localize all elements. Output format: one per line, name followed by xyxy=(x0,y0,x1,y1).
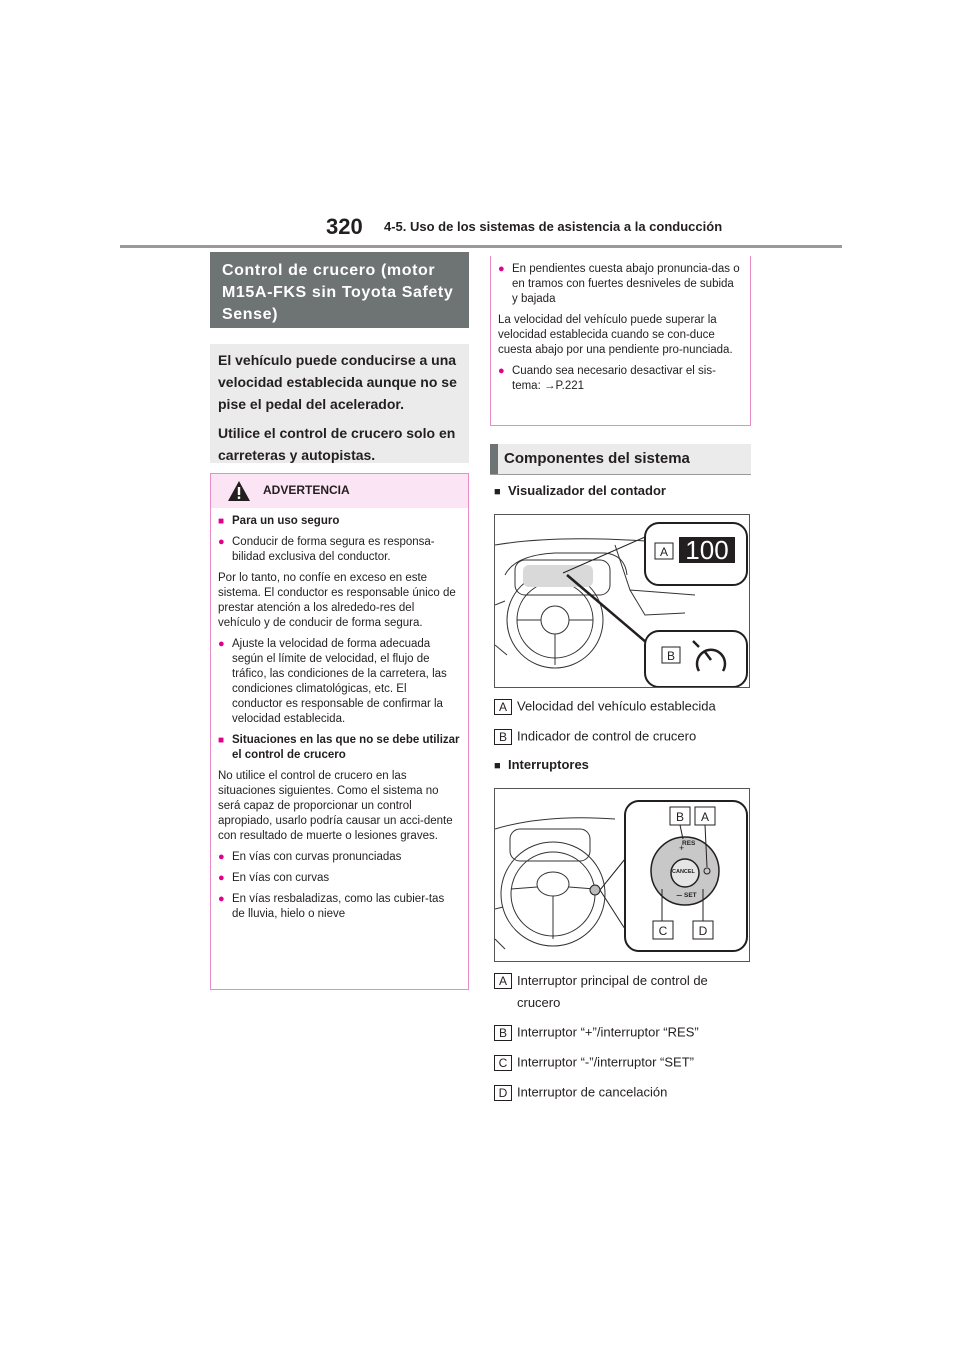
warning-text: Por lo tanto, no confíe en exceso en este sistema. El conductor es responsable único de prestar atención a los alrededo-res del vehículo y de conducir de forma segura. xyxy=(218,572,456,629)
legend-tag: B xyxy=(494,729,512,745)
switches-illustration xyxy=(494,788,750,962)
svg-text:A: A xyxy=(659,545,669,559)
svg-text:D: D xyxy=(698,924,708,938)
dot-bullet-icon: ● xyxy=(218,638,225,650)
warning-body-continued xyxy=(491,256,750,394)
square-bullet-icon: ■ xyxy=(218,735,225,746)
dot-bullet-icon: ● xyxy=(498,263,505,275)
svg-text:C: C xyxy=(658,924,668,938)
dot-bullet-icon: ● xyxy=(498,365,505,377)
warning-heading-1: ■ Para un uso seguro xyxy=(218,515,340,527)
res-label: RES xyxy=(682,840,696,847)
intro-text-1: El vehículo puede conducirse a una velocidad establecida aunque no se pise el pedal del acelerador. xyxy=(218,352,457,412)
warning-body xyxy=(211,508,468,922)
square-bullet-icon: ■ xyxy=(494,486,501,498)
svg-text:B: B xyxy=(675,810,685,824)
intro-text-2: Utilice el control de crucero solo en carreteras y autopistas. xyxy=(218,425,456,463)
warning-bullet: ● En vías con curvas pronunciadas xyxy=(218,851,402,863)
warning-label: ADVERTENCIA xyxy=(263,483,350,497)
legend-item: A Interruptor principal de control de crucero xyxy=(494,970,744,1014)
square-bullet-icon: ■ xyxy=(494,760,501,772)
chapter-title: 4-5. Uso de los sistemas de asistencia a la conducción xyxy=(384,219,723,234)
warning-bullet: ● En vías con curvas xyxy=(218,872,330,884)
warning-bullet: ● Cuando sea necesario desactivar el sis-tema: →P.221 xyxy=(498,365,716,392)
page-number: 320 xyxy=(326,214,363,239)
warning-text: La velocidad del vehículo puede superar la velocidad establecida cuando se con-duce cuesta abajo por una pendiente pro-nunciada. xyxy=(498,314,733,356)
warning-bullet: ● Ajuste la velocidad de forma adecuada según el límite de velocidad, el flujo de tráfico, las condiciones de la carretera, las condiciones climatológicas, etc. El conductor es responsable de confirmar la velocidad establecida. xyxy=(218,638,447,725)
warning-bullet: ● En pendientes cuesta abajo pronuncia-das o en tramos con fuertes desniveles de subida y bajada xyxy=(498,263,740,305)
set-speed-display: 100 xyxy=(685,535,729,565)
legend-tag: A xyxy=(494,973,512,989)
warning-bullet: ● En vías resbaladizas, como las cubier-tas de lluvia, hielo o nieve xyxy=(218,893,445,920)
legend-item: B Indicador de control de crucero xyxy=(494,726,696,747)
components-heading: Componentes del sistema xyxy=(490,444,751,474)
header-rule xyxy=(120,245,842,248)
set-label: SET xyxy=(684,892,697,899)
legend-tag: D xyxy=(494,1085,512,1101)
legend-tag: A xyxy=(494,699,512,715)
legend-item: C Interruptor “-”/interruptor “SET” xyxy=(494,1052,694,1073)
steering-wheel-drawing xyxy=(495,789,750,962)
meter-subtitle: ■ Visualizador del contador xyxy=(494,483,666,498)
intro-panel xyxy=(210,344,469,463)
legend-tag: B xyxy=(494,1025,512,1041)
legend-tag: C xyxy=(494,1055,512,1071)
warning-heading-2: ■ Situaciones en las que no se debe utilizar el control de crucero xyxy=(218,734,460,761)
svg-text:A: A xyxy=(700,810,710,824)
switches-subtitle: ■ Interruptores xyxy=(494,757,589,772)
svg-text:+: + xyxy=(679,843,685,853)
warning-bullet: ● Conducir de forma segura es responsa-bilidad exclusiva del conductor. xyxy=(218,536,435,563)
warning-box xyxy=(210,473,469,990)
meter-illustration xyxy=(494,514,750,688)
dot-bullet-icon: ● xyxy=(218,851,225,863)
components-rule xyxy=(490,474,751,475)
warning-header xyxy=(211,474,468,508)
dot-bullet-icon: ● xyxy=(218,536,225,548)
dot-bullet-icon: ● xyxy=(218,872,225,884)
legend-item: D Interruptor de cancelación xyxy=(494,1082,667,1103)
legend-item: B Interruptor “+”/interruptor “RES” xyxy=(494,1022,699,1043)
dot-bullet-icon: ● xyxy=(218,893,225,905)
svg-text:−: − xyxy=(676,890,683,902)
section-title: Control de crucero (motor M15A-FKS sin Toyota Safety Sense) xyxy=(210,252,469,328)
legend-item: A Velocidad del vehículo establecida xyxy=(494,696,716,717)
warning-box-continued xyxy=(490,256,751,426)
warning-icon xyxy=(227,480,251,502)
cancel-label: CANCEL xyxy=(672,869,695,875)
svg-text:B: B xyxy=(666,649,676,663)
square-bullet-icon: ■ xyxy=(218,516,225,527)
warning-text: No utilice el control de crucero en las situaciones siguientes. Como el sistema no será capaz de proporcionar un control apropiado, usarlo podría causar un acci-dente con resultado de muerte o lesiones graves. xyxy=(218,770,453,842)
